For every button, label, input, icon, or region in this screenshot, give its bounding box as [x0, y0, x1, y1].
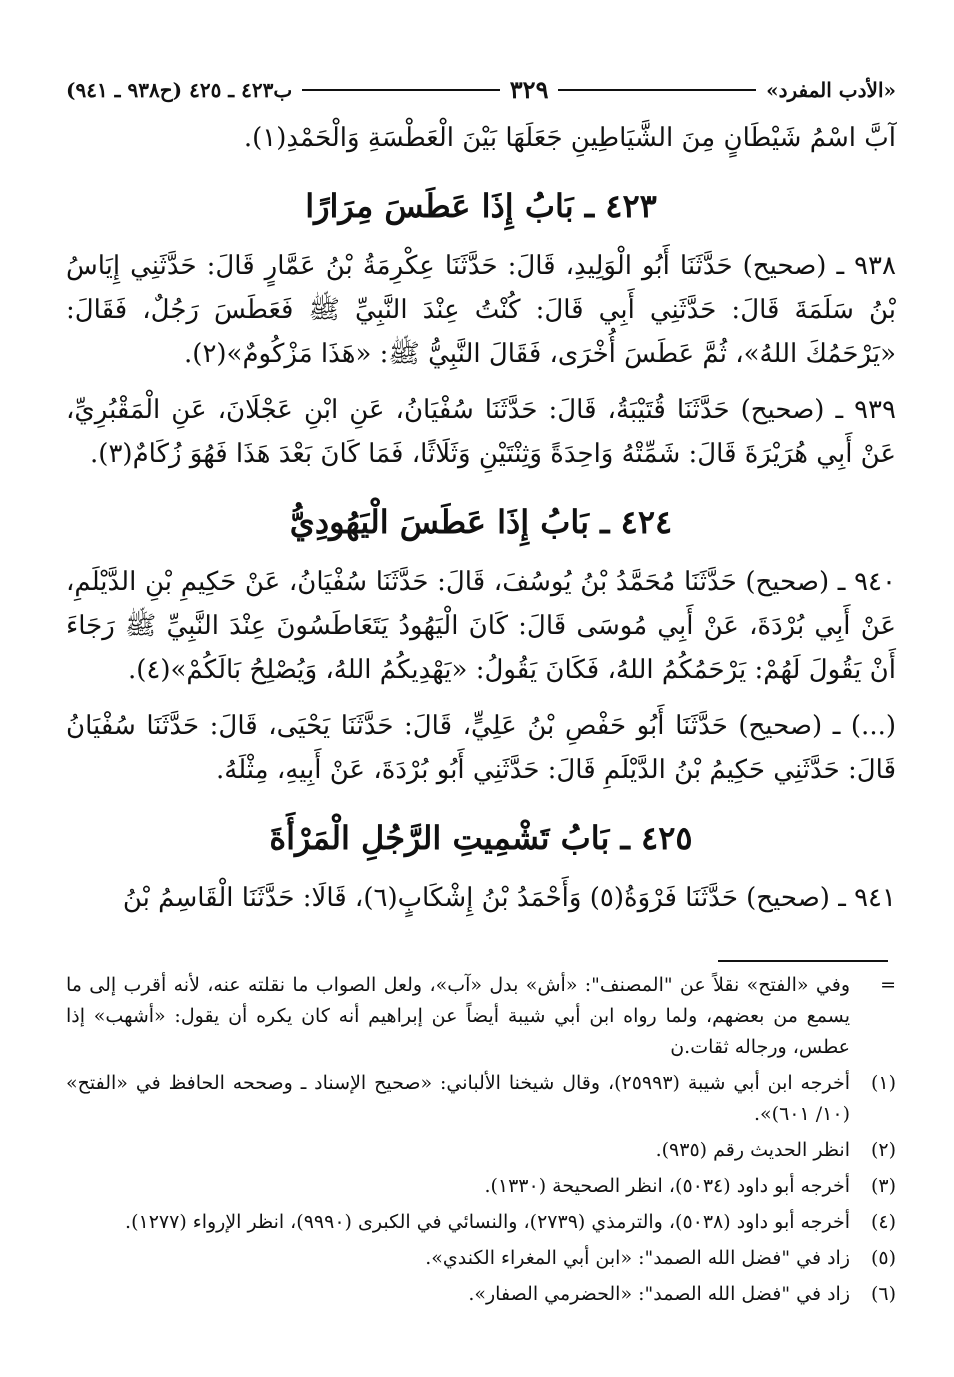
- hadith-941: ٩٤١ ـ (صحيح) حَدَّثَنَا فَرْوَةُ(٥) وَأَحْمَدُ بْنُ إِشْكَابٍ(٦)، قَالَا: حَدَّثَنَا الْقَاسِمُ بْنُ: [122, 883, 896, 913]
- footnote-marker: (٦): [870, 1283, 896, 1305]
- footnote-separator: [718, 960, 888, 962]
- footnote-marker: (٤): [870, 1211, 896, 1233]
- footnote-text: وفي «الفتح» نقلاً عن "المصنف": «أش» بدل «آب»، ولعل الصواب ما نقلته عنه، لأنه أقرب إلى ما يسمع من بعضهم، ولما رواه ابن أبي شيبة أيضاً عن إبراهيم أنه كان يكره أن يقول: «أشهب» إذا عطس، ورجاله ثقات.ن: [66, 974, 850, 1058]
- footnote-6: [66, 1279, 896, 1310]
- chapter-heading-424: ٤٢٤ ـ بَابُ إِذَا عَطَسَ الْيَهُودِيُّ: [289, 503, 673, 541]
- footnote-text: انظر الحديث رقم (٩٣٥).: [655, 1139, 850, 1161]
- hadith-940: ٩٤٠ ـ (صحيح) حَدَّثَنَا مُحَمَّدُ بْنُ يُوسُفَ، قَالَ: حَدَّثَنَا سُفْيَانُ، عَنْ حَكِيمِ بْنِ الدَّيْلَمِ، عَنْ أَبِي بُرْدَةَ، عَنْ أَبِي مُوسَى قَالَ: كَانَ الْيَهُودُ يَتَعَاطَسُونَ عِنْدَ النَّبِيِّ ﷺ رَجَاءَ أَنْ يَقُولَ لَهُمْ: يَرْحَمُكُمُ اللهُ، فَكَانَ يَقُولُ: «يَهْدِيكُمُ اللهُ، وَيُصْلِحُ بَالَكُمْ»(٤).: [66, 567, 896, 685]
- footnote-text: أخرجه أبو داود (٥٠٣٨)، والترمذي (٢٧٣٩)، والنسائي في الكبرى (٩٩٩٠)، انظر الإرواء (١٢٧٧).: [125, 1211, 850, 1233]
- page-number: ٣٢٩: [509, 75, 549, 104]
- book-page: [66, 70, 896, 932]
- hadith-938: ٩٣٨ ـ (صحيح) حَدَّثَنَا أَبُو الْوَلِيدِ، قَالَ: حَدَّثَنَا عِكْرِمَةُ بْنُ عَمَّارٍ قَالَ: حَدَّثَنِي إِيَاسُ بْنُ سَلَمَةَ قَالَ: حَدَّثَنِي أَبِي قَالَ: كُنْتُ عِنْدَ النَّبِيِّ ﷺ فَعَطَسَ رَجُلٌ، فَقَالَ: «يَرْحَمُكَ اللهُ»، ثُمَّ عَطَسَ أُخْرَى، فَقَالَ النَّبِيُّ ﷺ: «هَذَا مَزْكُومٌ»(٢).: [66, 251, 896, 369]
- footnote-2: [66, 1135, 896, 1166]
- footnote-5: [66, 1243, 896, 1274]
- footnote-marker: (٣): [870, 1175, 896, 1197]
- footnote-marker: (٥): [870, 1247, 896, 1269]
- chapter-heading-423: ٤٢٣ ـ بَابُ إِذَا عَطَسَ مِرَارًا: [305, 187, 657, 225]
- header-rule-right: [558, 89, 756, 91]
- footnote-text: زاد في "فضل الله الصمد": «ابن أبي المغراء الكندي».: [425, 1247, 850, 1269]
- header-rule-left: [302, 89, 500, 91]
- continuation-text: آبَّ اسْمُ شَيْطَانٍ مِنَ الشَّيَاطِينِ جَعَلَهَا بَيْنَ الْعَطْسَةِ وَالْحَمْدِ(١).: [243, 123, 896, 153]
- footnote-1: [66, 1068, 896, 1130]
- footnote-marker: =: [880, 974, 896, 996]
- footnote-text: زاد في "فضل الله الصمد": «الحضرمي الصفار».: [468, 1283, 850, 1305]
- chapter-heading-425: ٤٢٥ ـ بَابُ تَشْمِيتِ الرَّجُلِ الْمَرْأَةَ: [269, 819, 693, 857]
- footnote-marker: (١): [870, 1072, 896, 1094]
- footnote-text: أخرجه ابن أبي شيبة (٢٥٩٩٣)، وقال شيخنا الألباني: «صحيح الإسناد ـ وصححه الحافظ في «الفتح» (١٠/ ٦٠١)».: [66, 1072, 850, 1125]
- book-title: «الأدب المفرد»: [766, 78, 896, 102]
- hadith-939: ٩٣٩ ـ (صحيح) حَدَّثَنَا قُتَيْبَةُ، قَالَ: حَدَّثَنَا سُفْيَانُ، عَنِ ابْنِ عَجْلَانَ، عَنِ الْمَقْبُرِيِّ، عَنْ أَبِي هُرَيْرَةَ قَالَ: شَمِّتْهُ وَاحِدَةً وَثِنْتَيْنِ وَثَلَاثًا، فَمَا كَانَ بَعْدَ هَذَا فَهُوَ زُكَامٌ(٣).: [66, 395, 896, 469]
- footnote-continued: [66, 970, 896, 1063]
- running-header: [66, 70, 896, 110]
- footnote-4: [66, 1207, 896, 1238]
- footnote-marker: (٢): [870, 1139, 896, 1161]
- hadith-940-variant: (...) ـ (صحيح) حَدَّثَنَا أَبُو حَفْصِ بْنُ عَلِيٍّ، قَالَ: حَدَّثَنَا يَحْيَى، قَالَ: حَدَّثَنَا سُفْيَانُ قَالَ: حَدَّثَنِي حَكِيمُ بْنُ الدَّيْلَمِ قَالَ: حَدَّثَنِي أَبُو بُرْدَةَ، عَنْ أَبِيهِ، مِثْلَهُ.: [66, 711, 896, 785]
- footnotes: [66, 970, 896, 1315]
- main-text: [66, 116, 896, 920]
- footnote-text: أخرجه أبو داود (٥٠٣٤)، انظر الصحيحة (١٣٣٠).: [484, 1175, 850, 1197]
- footnote-3: [66, 1171, 896, 1202]
- chapter-range: ب٤٢٣ ـ ٤٢٥ (ح٩٣٨ ـ ٩٤١): [66, 78, 293, 102]
